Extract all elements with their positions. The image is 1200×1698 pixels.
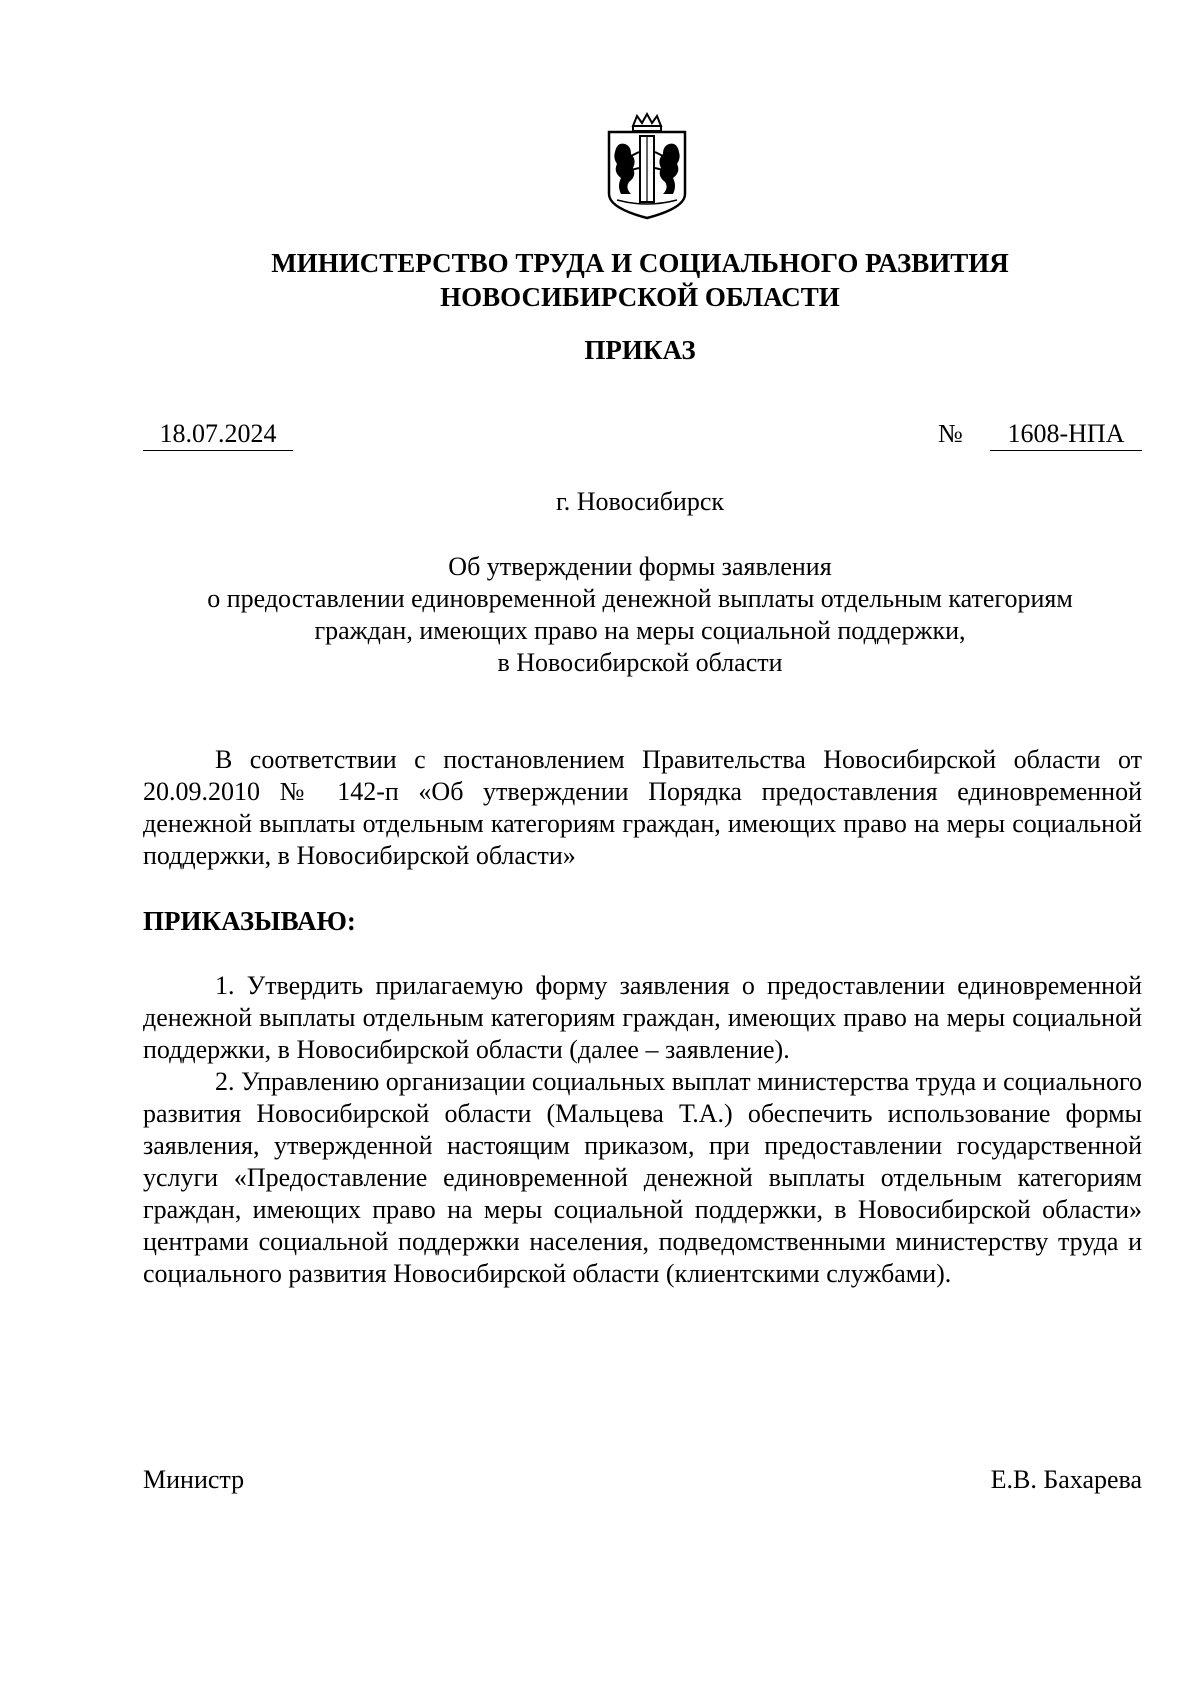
ministry-name-line-1: МИНИСТЕРСТВО ТРУДА И СОЦИАЛЬНОГО РАЗВИТИЯ [271, 248, 1009, 278]
order-item-2: 2. Управлению организации социальных выплат министерства труда и социального развития Новосибирской области (Мальцева Т.А.) обеспечить использование формы заявления, утвержденной настоящим приказом, при предоставлении государственной услуги «Предоставление единовременной денежной выплаты отдельным категориям граждан, имеющих право на меры социальной поддержки, в Новосибирской области» центрами социальной поддержки населения, подведомственными министерству труда и социального развития Новосибирской области (клиентскими службами). [143, 1067, 1142, 1288]
regional-coat-of-arms-icon [603, 112, 691, 222]
city: г. Новосибирск [555, 487, 725, 516]
ministry-name [140, 246, 1140, 314]
subject-line-2: о предоставлении единовременной денежной выплаты отдельным категориям [207, 584, 1073, 613]
preamble-paragraph: В соответствии с постановлением Правительства Новосибирской области от 20.09.2010 № 142-п «Об утверждении Порядка предоставления единовременной денежной выплаты отдельным категориям граждан, имеющих право на меры социальной поддержки, в Новосибирской области» [143, 745, 1142, 870]
order-word: ПРИКАЗЫВАЮ: [143, 906, 356, 936]
document-subject [140, 551, 1140, 679]
document-type: ПРИКАЗ [584, 335, 696, 365]
signatory-role: Министр [143, 1465, 245, 1494]
order-item-1: 1. Утвердить прилагаемую форму заявления о предоставлении единовременной денежной выплаты отдельным категориям граждан, имеющих право на меры социальной поддержки, в Новосибирской области (далее – заявление). [143, 971, 1142, 1064]
subject-line-4: в Новосибирской области [497, 648, 783, 677]
document-date: 18.07.2024 [143, 418, 293, 451]
signatory-name: Е.В. Бахарева [990, 1465, 1142, 1494]
order-items [143, 970, 1142, 1290]
subject-line-1: Об утверждении формы заявления [448, 552, 832, 581]
ministry-name-line-2: НОВОСИБИРСКОЙ ОБЛАСТИ [440, 282, 840, 312]
document-number: 1608-НПА [990, 418, 1142, 451]
subject-line-3: граждан, имеющих право на меры социальной поддержки, [314, 616, 966, 645]
number-sign: № [938, 419, 963, 448]
